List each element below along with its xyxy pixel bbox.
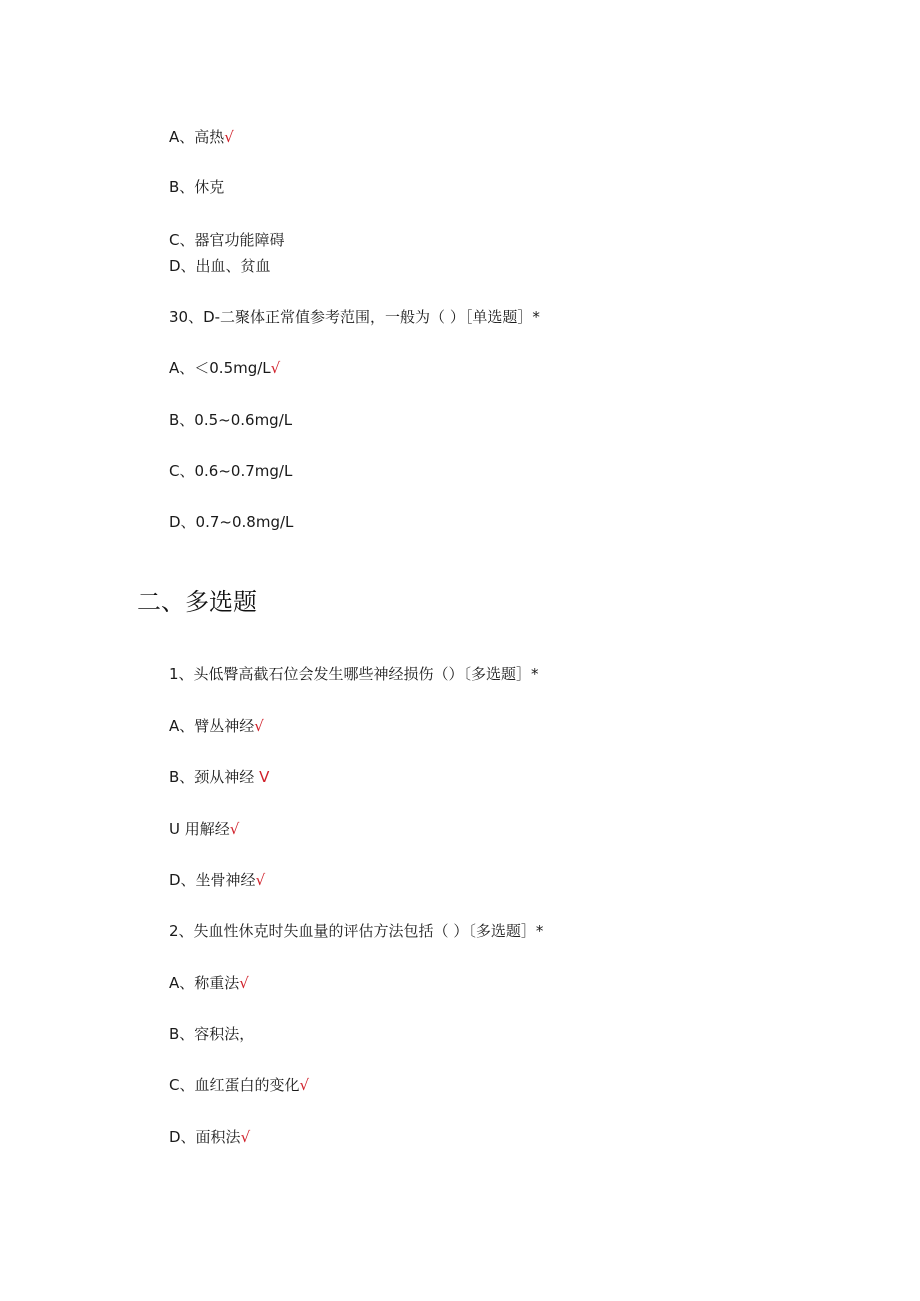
option-text: A、称重法 [169, 974, 240, 992]
answer-check-mark: V [254, 768, 270, 786]
option-text: C、0.6~0.7mg/L [169, 462, 293, 480]
option-a [169, 973, 249, 993]
option-text: C、器官功能障碍 [169, 231, 285, 249]
option-text: B、颈从神经 [169, 768, 255, 786]
option-d [169, 256, 271, 276]
option-b [169, 177, 224, 197]
answer-check-mark: √ [299, 1076, 310, 1094]
option-c [169, 1075, 309, 1095]
option-text: B、0.5~0.6mg/L [169, 411, 293, 429]
option-b [169, 410, 292, 430]
option-text: A、臂丛神经 [169, 717, 255, 735]
answer-check-mark: √ [229, 820, 240, 838]
option-c [169, 819, 239, 839]
answer-check-mark: √ [224, 128, 234, 146]
option-d [169, 512, 293, 532]
option-text: D、面积法 [169, 1128, 241, 1146]
section-heading: 二、多选题 [137, 588, 257, 616]
option-text: D、出血、贫血 [169, 257, 271, 275]
answer-check-mark: √ [255, 871, 266, 889]
option-text: B、休克 [169, 178, 225, 196]
option-c [169, 461, 292, 481]
option-d [169, 870, 265, 890]
answer-check-mark: √ [254, 717, 264, 735]
option-text: B、容积法， [169, 1025, 255, 1043]
answer-check-mark: √ [240, 1128, 251, 1146]
option-d [169, 1127, 250, 1147]
option-text: A、＜0.5mg/L [169, 359, 271, 377]
question-30: 30、D-二聚体正常值参考范围，一般为（ ）［单选题］* [169, 308, 540, 326]
answer-check-mark: √ [270, 359, 281, 377]
option-c [169, 230, 284, 250]
option-b [169, 767, 269, 787]
option-text: C、血红蛋白的变化 [169, 1076, 300, 1094]
question-2: 2、失血性休克时失血量的评估方法包括（ ）〔多选题］* [169, 922, 544, 940]
option-a [169, 716, 264, 736]
option-b [169, 1024, 254, 1044]
option-text: U 用解经 [169, 820, 230, 838]
option-text: D、坐骨神经 [169, 871, 256, 889]
option-text: A、高热 [169, 128, 225, 146]
answer-check-mark: √ [239, 974, 249, 992]
option-a [169, 127, 234, 147]
option-a [169, 358, 280, 378]
question-1: 1、头低臀高截石位会发生哪些神经损伤（）〔多选题］* [169, 665, 539, 683]
option-text: D、0.7~0.8mg/L [169, 513, 294, 531]
